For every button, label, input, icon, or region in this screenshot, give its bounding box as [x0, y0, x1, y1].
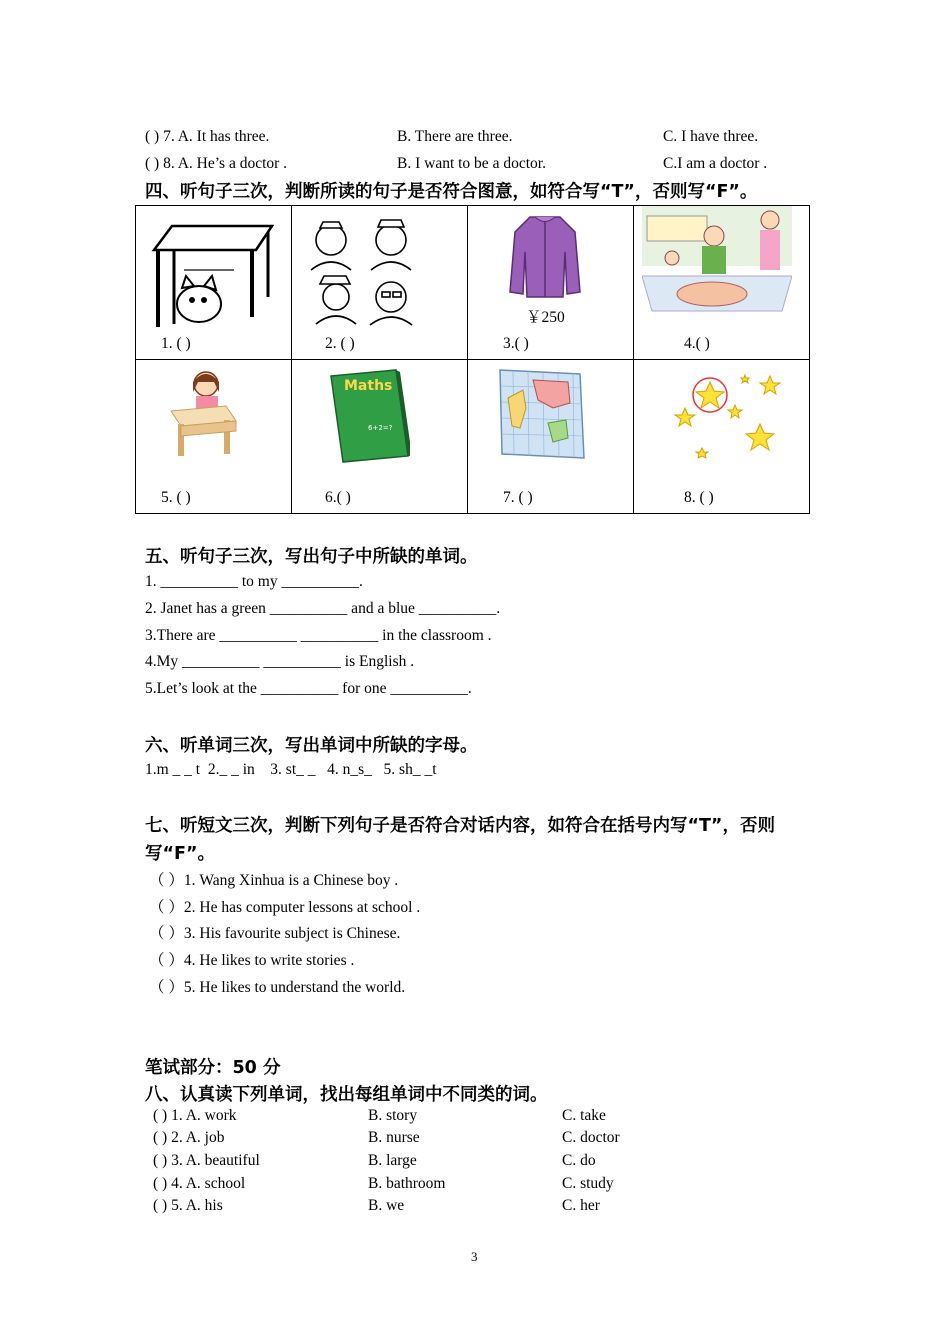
maths-book-icon — [328, 368, 410, 463]
part8-row-1-a: ( ) 1. A. work — [153, 1107, 237, 1124]
caption-2: 2. ( ) — [325, 335, 355, 352]
part5-line-1: 1. __________ to my __________. — [145, 573, 363, 590]
part7-item-3: （ ）3. His favourite subject is Chinese. — [149, 925, 401, 942]
part8-row-3-c: C. do — [562, 1152, 596, 1169]
part7-item-5: （ ）5. He likes to understand the world. — [149, 979, 406, 996]
picture-cell-3 — [468, 206, 634, 360]
book-formula: 6+2=? — [368, 424, 393, 432]
part5-title: 五、听句子三次，写出句子中所缺的单词。 — [145, 547, 478, 567]
q7-option-b: B. There are three. — [397, 128, 513, 145]
caption-4: 4.( ) — [684, 335, 710, 352]
part7-item-1: （ ）1. Wang Xinhua is a Chinese boy . — [149, 872, 399, 889]
part7-item-2: （ ）2. He has computer lessons at school . — [149, 899, 421, 916]
part8-row-4-a: ( ) 4. A. school — [153, 1175, 246, 1192]
picture-cell-7 — [468, 360, 634, 514]
part8-row-2-a: ( ) 2. A. job — [153, 1129, 225, 1146]
part7-title-2: 写“F”。 — [145, 844, 215, 864]
q7-option-c: C. I have three. — [663, 128, 759, 145]
part8-row-1-b: B. story — [368, 1107, 418, 1124]
part4-title: 四、听句子三次，判断所读的句子是否符合图意，如符合写“T”，否则写“F”。 — [145, 182, 758, 202]
caption-3: 3.( ) — [503, 335, 529, 352]
jacket-icon — [505, 212, 585, 302]
book-title: Maths — [344, 378, 393, 394]
girl-desk-icon — [166, 366, 246, 461]
picture-cell-1 — [136, 206, 292, 360]
caption-6: 6.( ) — [325, 489, 351, 506]
q7-option-a: ( ) 7. A. It has three. — [145, 128, 270, 145]
part7-title-1: 七、听短文三次，判断下列句子是否符合对话内容，如符合在括号内写“T”，否则 — [145, 816, 775, 836]
stars-icon — [670, 370, 785, 465]
picture-cell-5 — [136, 360, 292, 514]
picture-cell-2 — [292, 206, 468, 360]
part5-line-4: 4.My __________ __________ is English . — [145, 653, 415, 670]
part5-line-2: 2. Janet has a green __________ and a blue __________. — [145, 600, 501, 617]
kitchen-family-icon — [642, 206, 792, 316]
part5-line-3: 3.There are __________ __________ in the classroom . — [145, 627, 492, 644]
part8-row-2-b: B. nurse — [368, 1129, 420, 1146]
part8-title: 八、认真读下列单词，找出每组单词中不同类的词。 — [145, 1085, 548, 1105]
part6-line: 1.m _ _ t 2._ _ in 3. st_ _ 4. n_s_ 5. sh_ _t — [145, 761, 437, 778]
picture-cell-8 — [634, 360, 810, 514]
caption-1: 1. ( ) — [161, 335, 191, 352]
part8-row-4-b: B. bathroom — [368, 1175, 446, 1192]
part8-row-3-a: ( ) 3. A. beautiful — [153, 1152, 260, 1169]
part6-title: 六、听单词三次，写出单词中所缺的字母。 — [145, 736, 478, 756]
part5-line-5: 5.Let’s look at the __________ for one __________. — [145, 680, 472, 697]
part8-row-5-b: B. we — [368, 1197, 405, 1214]
part8-row-1-c: C. take — [562, 1107, 606, 1124]
price-tag: ￥250 — [526, 309, 565, 326]
picture-cell-4 — [634, 206, 810, 360]
world-map-icon — [498, 368, 588, 460]
part8-row-2-c: C. doctor — [562, 1129, 620, 1146]
q8-option-b: B. I want to be a doctor. — [397, 155, 546, 172]
part8-row-5-a: ( ) 5. A. his — [153, 1197, 223, 1214]
q8-option-c: C.I am a doctor . — [663, 155, 768, 172]
part8-row-3-b: B. large — [368, 1152, 417, 1169]
part8-row-5-c: C. her — [562, 1197, 600, 1214]
written-section-title: 笔试部分：50 分 — [145, 1058, 281, 1078]
caption-8: 8. ( ) — [684, 489, 714, 506]
doctors-nurses-icon — [306, 212, 426, 327]
part7-item-4: （ ）4. He likes to write stories . — [149, 952, 355, 969]
picture-grid — [135, 205, 810, 514]
part8-row-4-c: C. study — [562, 1175, 614, 1192]
q8-option-a: ( ) 8. A. He’s a doctor . — [145, 155, 288, 172]
table-cat-icon — [144, 212, 284, 332]
caption-7: 7. ( ) — [503, 489, 533, 506]
caption-5: 5. ( ) — [161, 489, 191, 506]
picture-cell-6 — [292, 360, 468, 514]
page-number: 3 — [471, 1249, 478, 1264]
